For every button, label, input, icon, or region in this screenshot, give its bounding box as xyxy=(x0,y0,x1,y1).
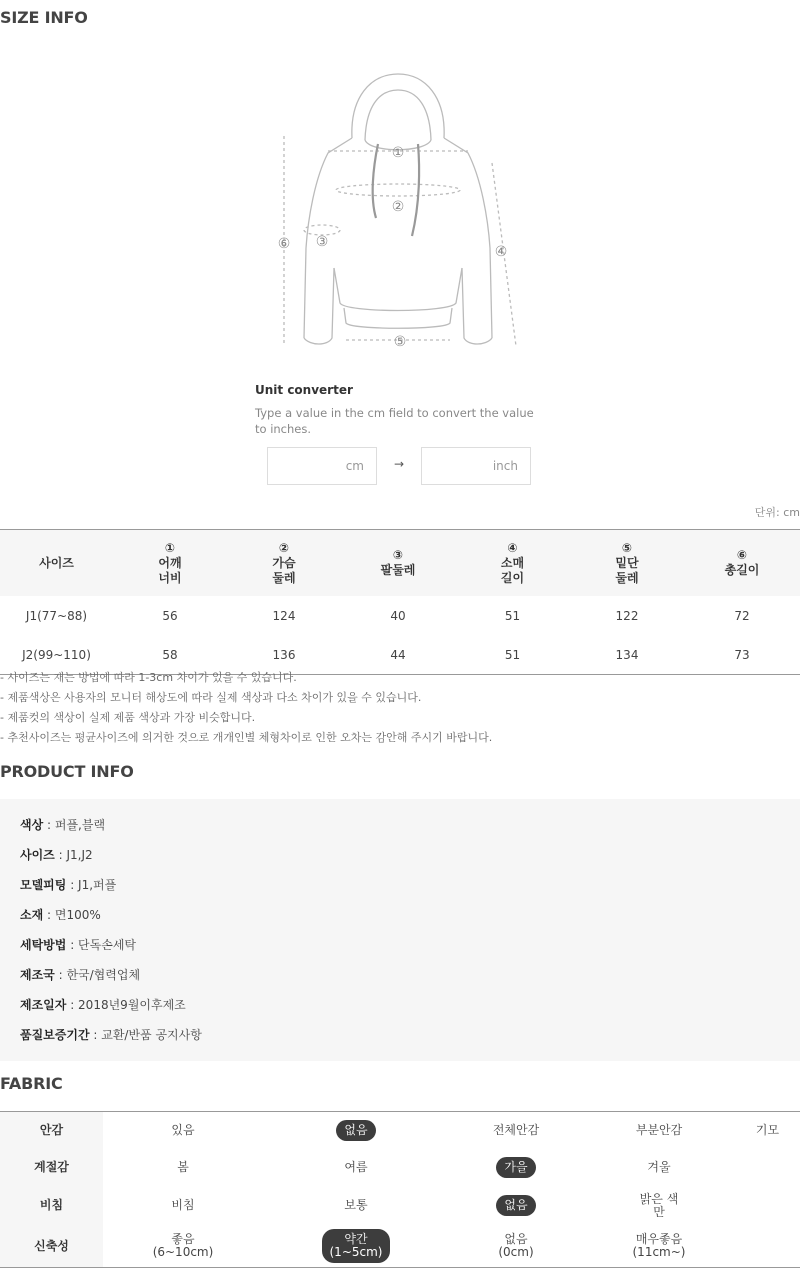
product-info-panel xyxy=(0,799,800,1061)
fabric-option-label: 없음 xyxy=(504,1232,528,1247)
fabric-table xyxy=(0,1111,800,1268)
table-cell: 40 xyxy=(390,608,406,623)
fabric-option-label: 기모 xyxy=(755,1122,780,1137)
table-cell: J2(99~110) xyxy=(0,635,113,675)
converter-title: Unit converter xyxy=(255,383,353,397)
converter-description: Type a value in the cm field to convert the value to inches. xyxy=(255,406,534,436)
fabric-option-label: 여름 xyxy=(344,1159,368,1174)
fabric-row xyxy=(0,1112,800,1149)
arrow-right-icon: → xyxy=(394,457,405,471)
fabric-option-text xyxy=(344,1160,367,1174)
fabric-option xyxy=(583,1226,735,1268)
fabric-option-label: 전체안감 xyxy=(492,1122,540,1137)
product-info-item: 사이즈 : J1,J2 xyxy=(20,848,93,862)
fabric-option xyxy=(103,1149,263,1186)
fabric-option-text xyxy=(498,1232,533,1259)
table-row xyxy=(0,596,800,635)
fabric-row xyxy=(0,1186,800,1226)
product-info-item: 색상 : 퍼플,블랙 xyxy=(20,818,106,832)
header-hem: ⑤ 밑단 둘레 xyxy=(570,530,684,597)
fabric-option-label: 겨울 xyxy=(647,1159,671,1174)
fabric-option-text xyxy=(633,1232,686,1259)
header-arm: ③ 팔둘레 xyxy=(341,530,455,597)
header-length: ⑥ 총길이 xyxy=(684,530,800,597)
fabric-option-text xyxy=(171,1123,194,1137)
note-line: - 사이즈는 재는 방법에 따라 1-3cm 차이가 있을 수 있습니다. xyxy=(0,671,297,684)
fabric-option-label: 좋음 xyxy=(171,1232,195,1247)
product-info-item: 모델피팅 : J1,퍼플 xyxy=(20,878,117,892)
fabric-option xyxy=(735,1149,800,1186)
table-cell: 122 xyxy=(615,608,639,623)
fabric-option-label: 매우좋음 xyxy=(635,1232,683,1247)
fabric-row-label: 계절감 xyxy=(0,1149,103,1186)
fabric-option-label: 보통 xyxy=(344,1198,368,1212)
fabric-option-selected xyxy=(336,1120,375,1141)
unit-converter xyxy=(255,383,545,473)
fabric-option-sublabel: (0cm) xyxy=(498,1245,534,1260)
fabric-option xyxy=(583,1186,735,1226)
fabric-option xyxy=(735,1226,800,1268)
note-line: - 제품색상은 사용자의 모니터 해상도에 따라 실제 색상과 다소 차이가 있을 수 있습니다. xyxy=(0,691,422,704)
size-notes xyxy=(0,668,492,748)
fabric-option xyxy=(735,1186,800,1226)
table-cell: 136 xyxy=(227,635,341,675)
fabric-option-label: 비침 xyxy=(171,1198,195,1212)
hoodie-size-diagram xyxy=(270,68,530,368)
marker-3: ③ xyxy=(315,234,329,250)
fabric-option xyxy=(103,1112,263,1149)
fabric-option-selected xyxy=(496,1195,535,1216)
fabric-option xyxy=(449,1186,583,1226)
fabric-option-text xyxy=(636,1123,682,1137)
fabric-title: FABRIC xyxy=(0,1074,63,1093)
fabric-option-label: 봄 xyxy=(177,1159,189,1174)
fabric-option xyxy=(583,1149,735,1186)
fabric-option xyxy=(263,1186,449,1226)
fabric-option-label: 없음 xyxy=(344,1122,368,1137)
unit-label: 단위: cm xyxy=(754,506,800,519)
note-line: - 추천사이즈는 평균사이즈에 의거한 것으로 개개인별 체형차이로 인한 오차는 감안해 주시기 바랍니다. xyxy=(0,731,493,744)
cm-input[interactable]: cm xyxy=(267,447,377,485)
table-cell: 58 xyxy=(113,635,227,675)
fabric-option-text xyxy=(344,1198,367,1212)
table-cell: 44 xyxy=(341,635,455,675)
fabric-option-label: 약간 xyxy=(344,1232,368,1247)
fabric-option-label: 없음 xyxy=(504,1198,528,1212)
fabric-option-label: 부분안감 xyxy=(635,1122,683,1137)
fabric-option xyxy=(449,1226,583,1268)
table-cell: 51 xyxy=(504,608,521,623)
fabric-option xyxy=(583,1112,735,1149)
fabric-option xyxy=(263,1226,449,1268)
marker-4: ④ xyxy=(494,244,508,260)
marker-2: ② xyxy=(391,199,405,215)
table-cell: 72 xyxy=(734,608,750,623)
table-cell: 73 xyxy=(684,635,800,675)
fabric-option-sublabel: (1~5cm) xyxy=(329,1245,383,1260)
header-size: 사이즈 xyxy=(0,530,113,597)
fabric-option-sublabel: (6~10cm) xyxy=(152,1245,214,1260)
table-cell: 56 xyxy=(162,608,178,623)
fabric-row xyxy=(0,1226,800,1268)
fabric-row-label: 신축성 xyxy=(0,1226,103,1268)
fabric-option xyxy=(263,1149,449,1186)
table-cell: 51 xyxy=(455,635,570,675)
size-info-title: SIZE INFO xyxy=(0,8,88,27)
header-sleeve: ④ 소매 길이 xyxy=(455,530,570,597)
product-info-item: 제조국 : 한국/협력업체 xyxy=(20,968,141,982)
fabric-row-label: 안감 xyxy=(0,1112,103,1149)
fabric-option xyxy=(263,1112,449,1149)
fabric-option-label: 있음 xyxy=(171,1122,195,1137)
marker-5: ⑤ xyxy=(393,334,407,350)
fabric-option xyxy=(449,1149,583,1186)
fabric-option xyxy=(103,1186,263,1226)
table-cell: 134 xyxy=(570,635,684,675)
note-line: - 제품컷의 색상이 실제 제품 색상과 가장 비슷합니다. xyxy=(0,711,256,724)
product-info-title: PRODUCT INFO xyxy=(0,762,134,781)
fabric-row xyxy=(0,1149,800,1186)
fabric-option-text xyxy=(153,1232,214,1259)
fabric-option-selected xyxy=(322,1229,391,1263)
product-info-item: 품질보증기간 : 교환/반품 공지사항 xyxy=(20,1028,202,1042)
size-table xyxy=(0,529,800,675)
fabric-option-text xyxy=(640,1192,679,1219)
fabric-option-text xyxy=(177,1160,189,1174)
fabric-option-sublabel: (11cm~) xyxy=(632,1245,686,1260)
table-cell: J1(77~88) xyxy=(25,608,88,623)
product-info-item: 소재 : 면100% xyxy=(20,908,101,922)
table-cell: 124 xyxy=(272,608,296,623)
product-info-item: 제조일자 : 2018년9월이후제조 xyxy=(20,998,186,1012)
fabric-option-selected xyxy=(496,1157,535,1178)
product-info-item: 세탁방법 : 단독손세탁 xyxy=(20,938,137,952)
marker-6: ⑥ xyxy=(277,236,291,252)
fabric-option xyxy=(735,1112,800,1149)
fabric-option-text xyxy=(647,1160,670,1174)
fabric-option-sublabel: 만 xyxy=(653,1204,665,1219)
marker-1: ① xyxy=(391,145,405,161)
header-shoulder: ① 어깨 너비 xyxy=(113,530,227,597)
header-chest: ② 가슴 둘레 xyxy=(227,530,341,597)
inch-output[interactable]: inch xyxy=(421,447,531,485)
fabric-option-text xyxy=(171,1198,194,1212)
fabric-option xyxy=(103,1226,263,1268)
fabric-option-text xyxy=(756,1123,779,1137)
fabric-option-label: 밝은 색 xyxy=(639,1191,679,1206)
fabric-option-label: 가을 xyxy=(504,1159,528,1174)
fabric-option-text xyxy=(493,1123,539,1137)
fabric-option xyxy=(449,1112,583,1149)
size-table-header xyxy=(0,530,800,597)
fabric-row-label: 비침 xyxy=(0,1186,103,1226)
